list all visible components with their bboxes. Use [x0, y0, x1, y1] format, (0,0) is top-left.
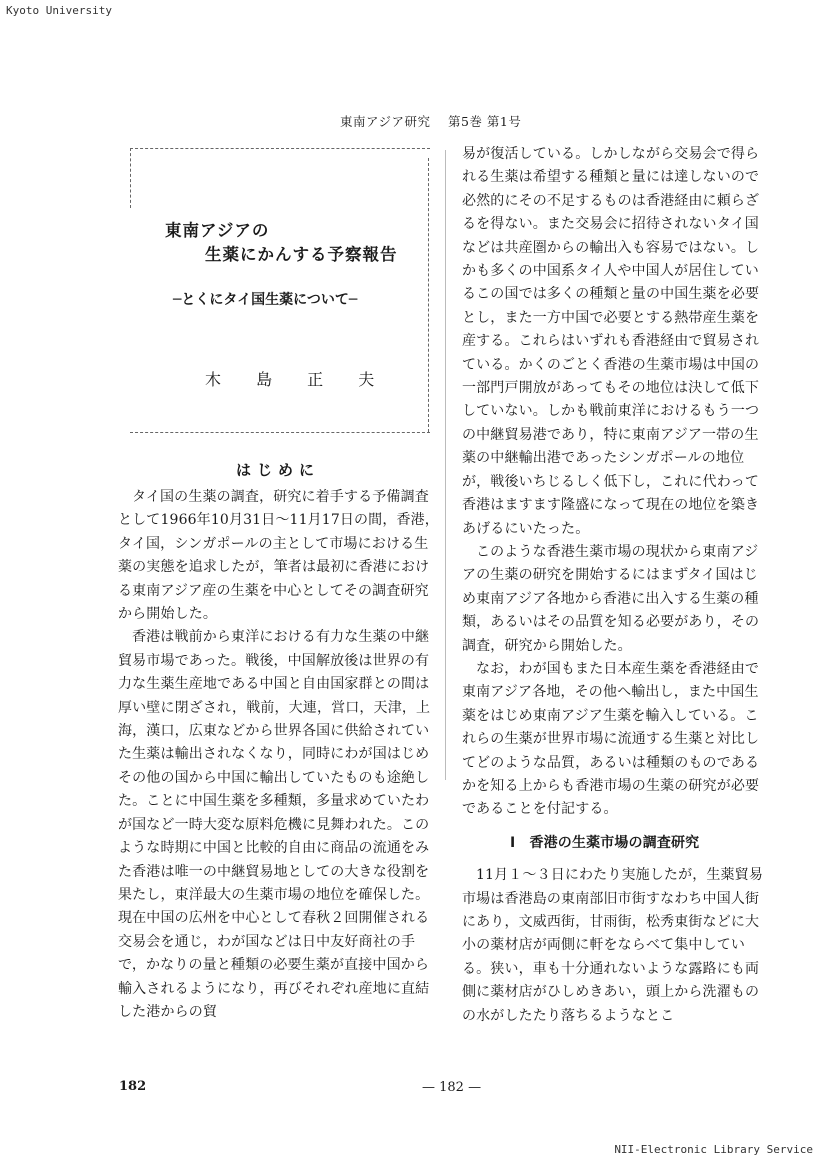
paragraph: 11月１〜３日にわたり実施したが，生薬貿易市場は香港島の東南部旧市街すなわち中国人街にあり，文威西街，甘雨街，松秀東街などに大小の薬材店が両側に軒をならべて集中している。狭い，車も十分通れないような露路にも両側に薬材店がひしめきあい，頭上から洗濯ものの水がしたたり落ちるようなとこ	[462, 867, 763, 1024]
article-title-line1: 東南アジアの	[165, 221, 270, 240]
author-name: 木 島 正 夫	[205, 370, 375, 389]
title-box-border-right	[428, 158, 429, 432]
watermark-kyoto-university: Kyoto University	[6, 4, 112, 17]
article-title-line2: 生薬にかんする予察報告	[205, 245, 398, 264]
paragraph: このような香港生薬市場の現状から東南アジアの生薬の研究を開始するにはまずタイ国はじめ東南アジア各地から香港に出入する生薬の種類，あるいはその品質を知る必要があり，その調査，研究から開始した。	[462, 543, 760, 654]
paragraph: 易が復活している。しかしながら交易会で得られる生薬は希望する種類と量には達しないので必然的にその不足するものは香港経由に頼らざるを得ない。また交易会に招待されないタイ国などは共産圏からの輸出入も容易ではない。しかも多くの中国系タイ人や中国人が居住しているこの国では多くの種類と量の中国生薬を必要とし，また一方中国で必要とする熱帯産生薬を産する。これらはいずれも香港経由で貿易されている。かくのごとく香港の生薬市場は中国の一部門戸開放があってもその地位は決して低下していない。しかも戦前東洋におけるもう一つの中継貿易港であり，特に東南アジア一帯の生薬の中継輸出港であったシンガポールの地位が，戦後いちじるしく低下し，これに代わって香港はますます隆盛になって現在の地位を築きあげるにいたった。	[462, 146, 760, 537]
title-box-border-left	[130, 148, 131, 208]
watermark-nii: NII-Electronic Library Service	[614, 1143, 813, 1156]
title-box-border-top	[130, 148, 430, 149]
running-header: 東南アジア研究 第5巻 第1号	[340, 114, 522, 129]
article-subtitle: ─とくにタイ国生薬について─	[173, 292, 358, 308]
title-box-border-bottom	[130, 432, 430, 433]
section-heading-introduction: はじめに	[236, 461, 321, 479]
subsection-heading: Ⅰ 香港の生薬市場の調査研究	[510, 834, 700, 851]
left-column	[118, 486, 440, 1024]
paragraph: タイ国の生薬の調査，研究に着手する予備調査として1966年10月31日〜11月17日の間，香港，タイ国，シンガポールの主として市場における生薬の実態を追求したが，筆者は最初に香港における東南アジア産の生薬を中心としてその調査研究から開始した。	[118, 489, 439, 623]
paragraph: 香港は戦前から東洋における有力な生薬の中継貿易市場であった。戦後，中国解放後は世界の有力な生薬生産地である中国と自由国家群との間は厚い壁に閉ざされ，戦前，大連，営口，天津，上海，漢口，広東などから世界各国に供給されていた生薬は輸出されなくなり，同時にわが国はじめその他の国から中国に輸出していたものも途絶した。ことに中国生薬を多種類，多量求めていたわが国など一時大変な原料危機に見舞われた。このような時期に中国と比較的自由に商品の流通をみた香港は唯一の中継貿易地としての大きな役割を果たし，東洋最大の生薬市場の地位を確保した。現在中国の広州を中心として春秋２回開催される交易会を通じ，わが国などは日中友好商社の手で，かなりの量と種類の必要生薬が直接中国から輸入されるようになり，再びそれぞれ産地に直結した港からの貿	[118, 629, 431, 1020]
page-number-center: — 182 —	[422, 1080, 482, 1095]
paragraph: なお，わが国もまた日本産生薬を香港経由で東南アジア各地，その他へ輸出し，また中国生薬をはじめ東南アジア生薬を輸入している。これらの生薬が世界市場に流通する生薬と対比してどのような品質，あるいは種類のものであるかを知る上からも香港市場の生薬の研究が必要であることを付記する。	[462, 660, 760, 818]
page-number-left: 182	[119, 1079, 147, 1094]
right-column	[462, 143, 766, 1028]
column-divider	[445, 150, 446, 780]
